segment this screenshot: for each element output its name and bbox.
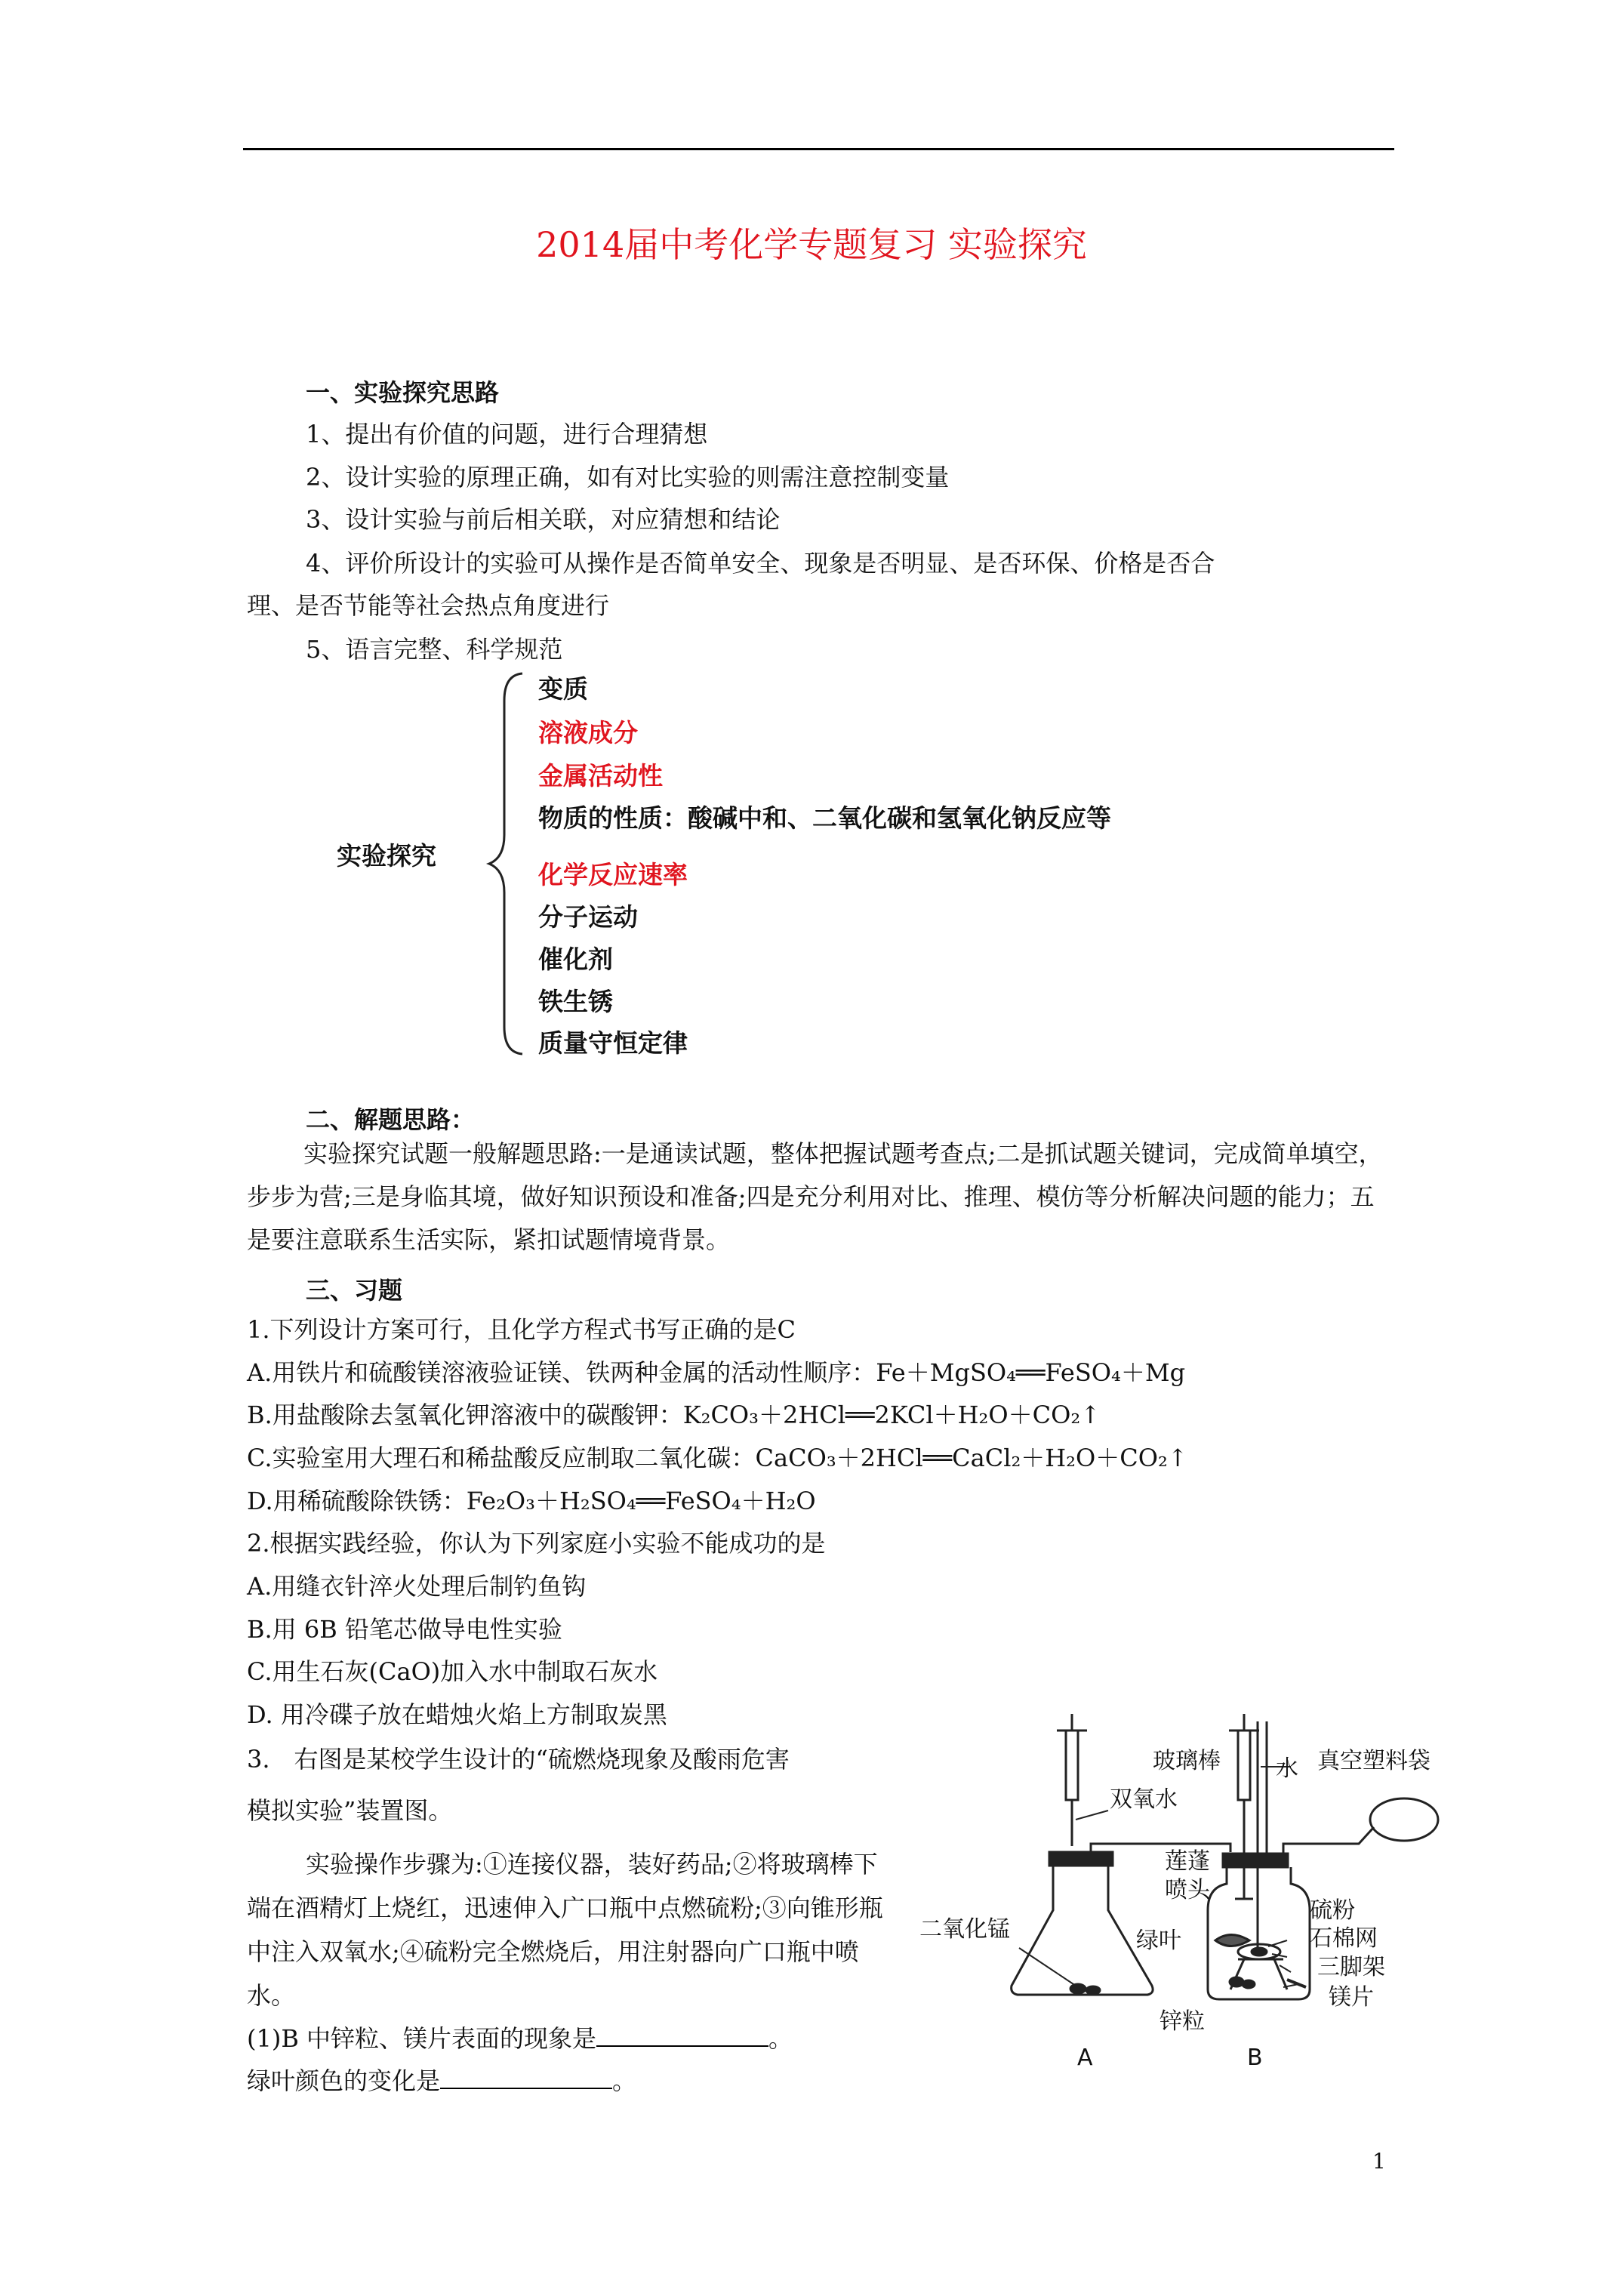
q1-option-a xyxy=(247,1351,1185,1394)
q3-sub1-line2 xyxy=(247,2060,636,2102)
q2-option-b: B.用 6B 铅笔芯做导电性实验 xyxy=(247,1615,562,1644)
q3-steps: 实验操作步骤为:①连接仪器，装好药品;②将玻璃棒下端在酒精灯上烧红，迅速伸入广口瓶中点燃硫粉;③向锥形瓶中注入双氧水;④硫粉完全燃烧后，用注射器向广口瓶中喷水。 xyxy=(247,1850,883,2010)
mindmap-branch-8: 铁生锈 xyxy=(538,987,613,1016)
q1-option-a-equation: Fe＋MgSO₄══FeSO₄＋Mg xyxy=(876,1358,1186,1387)
answer-blank-1[interactable] xyxy=(596,2023,768,2047)
section1-item-2: 2、设计实验的原理正确，如有对比实验的则需注意控制变量 xyxy=(306,463,950,492)
q1-option-d-equation: Fe₂O₃＋H₂SO₄══FeSO₄＋H₂O xyxy=(466,1487,816,1515)
label-h2o2: 双氧水 xyxy=(1110,1786,1178,1813)
q1-option-c-text: C.实验室用大理石和稀盐酸反应制取二氧化碳： xyxy=(247,1444,756,1472)
section2-heading: 二、解题思路： xyxy=(306,1105,476,1134)
label-shower-line2: 喷头 xyxy=(1165,1877,1210,1903)
section1-item-4-cont: 理、是否节能等社会热点角度进行 xyxy=(247,591,610,620)
q1-option-d-text: D.用稀硫酸除铁锈： xyxy=(247,1487,467,1515)
mindmap-branch-4: 物质的性质：酸碱中和、二氧化碳和氢氧化钠反应等 xyxy=(538,803,1111,833)
q1-option-b-text: B.用盐酸除去氢氧化钾溶液中的碳酸钾： xyxy=(247,1401,683,1429)
mindmap-brace xyxy=(483,670,528,1057)
q3-stem-line2: 模拟实验”装置图。 xyxy=(247,1796,453,1825)
q1-option-b xyxy=(247,1394,1101,1436)
q1-option-c xyxy=(247,1437,1188,1479)
syringe-a-icon xyxy=(1066,1730,1078,1800)
label-b: B xyxy=(1247,2045,1263,2071)
label-tripod: 三脚架 xyxy=(1317,1954,1385,1980)
mindmap-branch-7: 催化剂 xyxy=(538,945,613,974)
q2-stem: 2.根据实践经验，你认为下列家庭小实验不能成功的是 xyxy=(247,1529,826,1558)
q3-sub1-question-end: 。 xyxy=(768,2024,793,2053)
section1-item-5: 5、语言完整、科学规范 xyxy=(306,635,563,664)
mindmap-branch-2: 溶液成分 xyxy=(538,718,638,747)
q1-option-a-text: A.用铁片和硫酸镁溶液验证镁、铁两种金属的活动性顺序： xyxy=(247,1358,876,1387)
q3-stem-line1: 3. 右图是某校学生设计的“硫燃烧现象及酸雨危害 xyxy=(247,1745,790,1774)
mindmap-branch-9: 质量守恒定律 xyxy=(538,1028,688,1058)
label-leaf: 绿叶 xyxy=(1136,1928,1181,1954)
mindmap-branch-5: 化学反应速率 xyxy=(538,860,688,889)
answer-blank-2[interactable] xyxy=(440,2065,612,2089)
section1-item-3: 3、设计实验与前后相关联，对应猜想和结论 xyxy=(306,505,781,534)
q3-sub1-question: (1)B 中锌粒、镁片表面的现象是 xyxy=(247,2024,597,2053)
q2-option-a: A.用缝衣针淬火处理后制钓鱼钩 xyxy=(247,1572,587,1601)
section2-body: 实验探究试题一般解题思路:一是通读试题，整体把握试题考查点;二是抓试题关键词，完成简单填空，步步为营;三是身临其境，做好知识预设和准备;四是充分利用对比、推理、模仿等分析解决问题的能力；五是要注意联系生活实际，紧扣试题情境背景。 xyxy=(247,1139,1383,1254)
label-mg: 镁片 xyxy=(1329,1984,1374,2011)
label-mno2: 二氧化锰 xyxy=(919,1916,1010,1943)
label-glass-rod: 玻璃棒 xyxy=(1153,1748,1221,1774)
q1-option-c-equation: CaCO₃＋2HCl══CaCl₂＋H₂O＋CO₂↑ xyxy=(755,1444,1188,1472)
q1-stem: 1.下列设计方案可行，且化学方程式书写正确的是C xyxy=(247,1315,796,1344)
mindmap-branch-3: 金属活动性 xyxy=(538,761,663,791)
label-zn: 锌粒 xyxy=(1160,2008,1205,2035)
section1-item-4: 4、评价所设计的实验可从操作是否简单安全、现象是否明显、是否环保、价格是否合 xyxy=(306,549,1215,578)
label-sulfur: 硫粉 xyxy=(1310,1897,1355,1924)
conical-flask-icon xyxy=(1012,1865,1153,1995)
mindmap-branch-6: 分子运动 xyxy=(538,902,638,932)
mindmap-branch-1: 变质 xyxy=(538,674,588,704)
label-vacuum-bag: 真空塑料袋 xyxy=(1317,1748,1431,1774)
page-number: 1 xyxy=(1372,2149,1386,2174)
section1-heading: 一、实验探究思路 xyxy=(306,378,500,407)
label-shower-line1: 莲蓬 xyxy=(1165,1848,1210,1875)
q2-option-c: C.用生石灰(CaO)加入水中制取石灰水 xyxy=(247,1657,658,1686)
section1-item-1: 1、提出有价值的问题，进行合理猜想 xyxy=(306,420,708,448)
label-gauze: 石棉网 xyxy=(1310,1925,1378,1952)
q1-option-d xyxy=(247,1480,816,1522)
label-water: 水 xyxy=(1276,1755,1298,1782)
q1-option-b-equation: K₂CO₃＋2HCl══2KCl＋H₂O＋CO₂↑ xyxy=(682,1401,1101,1429)
page-title: 2014届中考化学专题复习 实验探究 xyxy=(536,224,1087,265)
mindmap-center: 实验探究 xyxy=(337,841,436,871)
vacuum-bag-icon xyxy=(1370,1798,1438,1841)
q3-sub1-leaf-question-end: 。 xyxy=(612,2066,637,2095)
label-a: A xyxy=(1077,2045,1093,2071)
q3-sub1-line1 xyxy=(247,2017,793,2060)
section3-heading: 三、习题 xyxy=(306,1276,403,1305)
q2-option-d: D. 用冷碟子放在蜡烛火焰上方制取炭黑 xyxy=(247,1700,667,1729)
header-rule xyxy=(243,148,1394,150)
q3-sub1-leaf-question: 绿叶颜色的变化是 xyxy=(247,2066,441,2095)
